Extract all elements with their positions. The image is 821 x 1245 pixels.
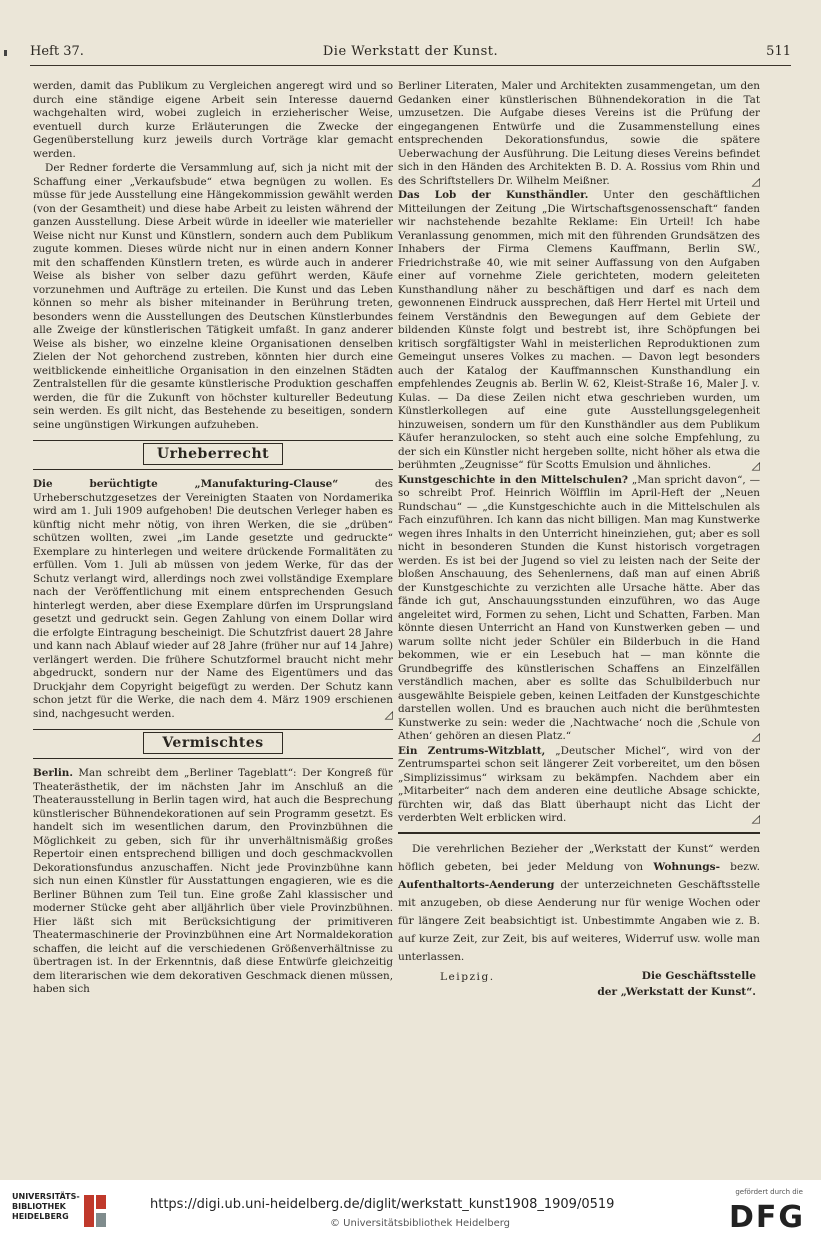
end-mark-icon: ◿ bbox=[384, 707, 393, 721]
notice-text bbox=[398, 840, 760, 966]
article-urheberrecht bbox=[33, 478, 393, 721]
article-text: Unter den geschäftlichen Mitteilungen der Zeitung „Die Wirtschaftsgenossenschaft“ fanden wir nachstehende bezahlte Reklame: Ein Urteil! Ich habe Veranlassung genommen, mich mit den führenden Grundsätzen des Inhabers der Firma Clemens Kauffmann, Berlin SW., Friedrichstraße 40, wie mit seiner Auffassung von den Aufgaben einer auf vornehme Ziele gerichteten, modern geleiteten Kunsthandlung näher zu beschäftigen und darf es nach dem gewonnenen Eindruck aussprechen, daß Herr Hertel mit Urteil und feinem Verständnis den Bewegungen auf dem Gebiete der bildenden Künste folgt und bestrebt ist, ihre Schöpfungen bei kritisch sorgfältigster Wahl in meisterlichen Reproduktionen zum Gemeingut unseres Volkes zu machen. — Davon legt besonders auch der Katalog der Kauffmannschen Kunsthandlung ein empfehlendes Zeugnis ab. Berlin W. 62, Kleist-Straße 16, Maler J. v. Kulas. — Da diese Zeilen nicht etwa geschrieben wurden, um Künstlerkollegen auf eine gute Ausstellungsgelegenheit hinzuweisen, sondern um für den Kunsthändler aus dem Publikum Käufer heranzulocken, so steht auch eine solche Empfehlung, zu der sich ein Künstler nicht hergeben sollte, nicht höher als etwa die berühmten „Zeugnisse“ für Scotts Emulsion und ähnliches. bbox=[398, 189, 760, 471]
article-lead: Ein Zentrums-Witzblatt, bbox=[398, 744, 546, 757]
end-mark-icon: ◿ bbox=[751, 730, 760, 743]
article-text: „Man spricht davon“, — so schreibt Prof. Heinrich Wölfflin im April-Heft der „Neuen Rundschau“ — „die Kunstgeschichte auch in die Mittelschulen als Fach einzuführen. Ich kann das nicht billigen. Man mag Kunstwerke wegen ihres Inhalts in den Unterricht hineinziehen, gut; aber es soll nicht in besonderen Stunden die Kunst historisch vorgetragen werden. Es ist bei der Jugend so viel zu leisten nach der Seite der bloßen Anschauung, des Sehenlernens, daß man auf einen Abriß der Kunstgeschichte zu verzichten alle Ursache hätte. Aber das fände ich gut, Anschauungsstunden einzuführen, wo das Auge angeleitet wird, Formen zu sehen, Licht und Schatten, Farben. Man könnte diesen Unterricht an Hand von Kunstwerken geben — und warum sollte nicht jeder Schüler ein Bilderbuch in die Hand bekommen, wie er ein Lesebuch hat — man könnte die Grundbegriffe des künstlerischen Schaffens an Einzelfällen verständlich machen, aber es sollte das Schulbilderbuch nur ausgewählte Beispiele geben, keinen Leitfaden der Kunstgeschichte darstellen wollen. Und es brauchen auch nicht die berühmtesten Kunstwerke zu sein: weder die ‚Nachtwache‘ noch die ‚Schule von Athen‘ gehören an diesen Platz.“ bbox=[398, 473, 760, 742]
source-url-link[interactable]: https://digi.ub.uni-heidelberg.de/diglit/werkstatt_kunst1908_1909/0519 bbox=[150, 1197, 615, 1212]
signature-firm bbox=[597, 968, 756, 1000]
article-lead: Das Lob der Kunsthändler. bbox=[398, 189, 589, 201]
dfg-logo: DFG bbox=[728, 1200, 805, 1235]
subscriber-notice bbox=[398, 832, 760, 1004]
notice-text-part: bezw. bbox=[720, 860, 760, 873]
firm-line: der „Werkstatt der Kunst“. bbox=[597, 985, 756, 998]
left-column bbox=[33, 80, 393, 998]
paragraph bbox=[398, 80, 760, 188]
journal-title: Die Werkstatt der Kunst. bbox=[322, 44, 499, 59]
article-witzblatt bbox=[398, 745, 760, 826]
running-header bbox=[30, 44, 791, 64]
firm-line: Die Geschäftsstelle bbox=[641, 969, 756, 982]
article-kunstgeschichte bbox=[398, 474, 760, 744]
notice-emphasis: Wohnungs- bbox=[653, 860, 720, 873]
notice-text-part: der unterzeichneten Geschäftsstelle mit anzugeben, ob diese Aenderung nur für wenige Wochen oder für längere Zeit beabsichtigt ist. Unbestimmte Angaben wie z. B. auf kurze Zeit, zur Zeit, bis auf weiteres, Widerruf usw. wolle man unterlassen. bbox=[398, 878, 760, 963]
article-lead: Kunstgeschichte in den Mittelschulen? bbox=[398, 473, 628, 486]
issue-number: Heft 37. bbox=[30, 44, 84, 59]
article-berlin bbox=[33, 767, 393, 997]
page-edge-mark bbox=[4, 50, 7, 56]
end-mark-icon: ◿ bbox=[751, 174, 760, 188]
section-title: Vermischtes bbox=[143, 732, 283, 754]
paragraph: Der Redner forderte die Versammlung auf, sich ja nicht mit der Schaffung einer „Verkaufsbude“ etwa begnügen zu wollen. Es müsse für jede Ausstellung eine Hängekommission gewählt werden (von der Gesamtheit) und diese habe Arbeit zu leisten während der ganzen Ausstellung. Diese Arbeit würde in ideeller wie materieller Weise nicht nur Kunst und Künstlern, sondern auch dem Publikum zugute kommen. Dieses würde nicht nur in einen andern Konner mit den schaffenden Künstlern treten, es würde auch in anderer Weise als bisher von selber dazu geführt werden, Käufe vorzunehmen und Aufträge zu erteilen. Die Kunst und das Leben können so mehr als bisher miteinander in Berührung treten, besonders wenn die Ausstellungen des Deutschen Künstlerbundes alle Zweige der künstlerischen Tätigkeit umfaßt. In ganz anderer Weise als bisher, wo einzelne kleine Organisationen denselben Zielen der Not gehorchend zustreben, könnten hier durch eine weitblickende einheitliche Organisation in den einzelnen Städten Zentralstellen für die gesamte künstlerische Produktion geschaffen werden, die für die Zukunft von höchster kultureller Bedeutung sein werden. Es gilt nicht, das Bestehende zu beseitigen, sondern seine ungünstigen Wirkungen aufzuheben. bbox=[33, 162, 393, 431]
end-mark-icon: ◿ bbox=[751, 459, 760, 472]
end-mark-icon: ◿ bbox=[751, 812, 760, 825]
notice-text-part: Die verehrlichen Bezieher der „Werkstatt der Kunst“ werden höflich gebeten, bei jeder Meldung von bbox=[398, 842, 760, 873]
page-number: 511 bbox=[766, 44, 791, 59]
article-text: Man schreibt dem „Berliner Tageblatt“: Der Kongreß für Theaterästhetik, der im nächsten Jahr im Anschluß an die Theaterausstellung in Berlin tagen wird, hat auch die Besprechung künstlerischer Bühnendekorationen auf sein Programm gesetzt. Es handelt sich im wesentlichen darum, den Provinzbühnen die Möglichkeit zu geben, sich für ihr unverhältnismäßig großes Repertoir einen entsprechend billigen und doch geschmackvollen Dekorationsfundus anzuschaffen. Nicht jede Provinzbühne kann sich nun einen Künstler für Ausstattungen engagieren, wie es die Berliner Bühnen zum Teil tun. Eine große Zahl klassischer und moderner Stücke geht aber alljährlich über viele Provinzbühnen. Hier läßt sich mit Berücksichtigung der primitiveren Theatermaschinerie der Provinzbühnen eine Art Normaldekoration schaffen, die leicht auf die verschiedenen Größenverhältnisse zu übertragen ist. In der Erkenntnis, daß diese Entwürfe gleichzeitig dem literarischen wie dem dekorativen Geschmack dienen müssen, haben sich bbox=[33, 767, 393, 995]
article-lead: Die berüchtigte „Manufakturing-Clause“ bbox=[33, 478, 339, 490]
article-kunsthaendler bbox=[398, 189, 760, 473]
article-text: „Deutscher Michel“, wird von der Zentrumspartei schon seit längerer Zeit vorbereitet, um den bösen „Simplizissimus“ wirksam zu bekämpfen. Nachdem aber ein „Mitarbeiter“ nach dem anderen eine deutliche Absage schickte, fürchten wir, daß das Blatt überhaupt nicht das Licht der verderbten Welt erblicken wird. bbox=[398, 744, 760, 824]
digitization-footer bbox=[0, 1180, 821, 1245]
paragraph: werden, damit das Publikum zu Vergleichen angeregt wird und so durch eine ständige eigene Arbeit sein Interesse dauernd wachgehalten wird, wobei zugleich in erzieherischer Weise, eventuell durch kurze Erläuterungen die Zwecke der Gegenüberstellung kurz jeweils durch Vorträge klar gemacht werden. bbox=[33, 80, 393, 160]
right-column bbox=[398, 80, 760, 1004]
library-logo-icon bbox=[82, 1193, 108, 1229]
article-lead: Berlin. bbox=[33, 767, 73, 779]
article-text: des Urheberschutzgesetzes der Vereinigten Staaten von Nordamerika wird am 1. Juli 1909 aufgehoben! Die deutschen Verleger haben es künftig nicht mehr nötig, von ihren Werken, die sie „drüben“ schützen wollten, zwei „im Lande gesetzte und gedruckte“ Exemplare zu hinterlegen und weitere drückende Formalitäten zu erfüllen. Vom 1. Juli ab müssen von jedem Werke, für das der Schutz verlangt wird, allerdings noch zwei vollständige Exemplare nach der Veröffentlichung mit einem entsprechenden Gesuch hinterlegt werden, aber diese Exemplare dürfen im Ursprungsland gesetzt und gedruckt sein. Gegen Zahlung von einem Dollar wird die erfolgte Eintragung bescheinigt. Die Schutzfrist dauert 28 Jahre und kann nach Ablauf wieder auf 28 Jahre (früher nur auf 14 Jahre) verlängert werden. Die frühere Schutzformel braucht nicht mehr abgedruckt, sondern nur der Name des Eigentümers und das Druckjahr dem Copyright beigefügt zu werden. Der Schutz kann schon jetzt für die Werke, die nach dem 4. März 1909 erschienen sind, nachgesucht werden. bbox=[33, 478, 393, 720]
section-heading-vermischtes bbox=[33, 729, 393, 759]
notice-signature bbox=[398, 968, 760, 1004]
notice-emphasis: Aufenthaltorts-Aenderung bbox=[398, 878, 555, 891]
section-title: Urheberrecht bbox=[143, 443, 283, 465]
section-heading-urheberrecht bbox=[33, 440, 393, 470]
header-rule bbox=[30, 65, 791, 66]
signature-city: Leipzig. bbox=[440, 970, 495, 983]
copyright-notice: © Universitätsbibliothek Heidelberg bbox=[330, 1218, 511, 1229]
funder-note: gefördert durch die bbox=[735, 1188, 803, 1196]
paragraph-text: Berliner Literaten, Maler und Architekten zusammengetan, um den Gedanken einer künstlerischen Bühnendekoration in die Tat umzusetzen. Die Aufgabe dieses Vereins ist die Prüfung der eingegangenen Entwürfe und die Zusammenstellung eines entsprechenden Dekorationsfundus, sowie die spätere Ueberwachung der Ausführung. Die Leitung dieses Vereins befindet sich in den Händen des Architekten B. D. A. Rossius vom Rhin und des Schriftstellers Dr. Wilhelm Meißner. bbox=[398, 80, 760, 187]
library-name: UNIVERSITÄTS- BIBLIOTHEK HEIDELBERG bbox=[12, 1192, 80, 1221]
